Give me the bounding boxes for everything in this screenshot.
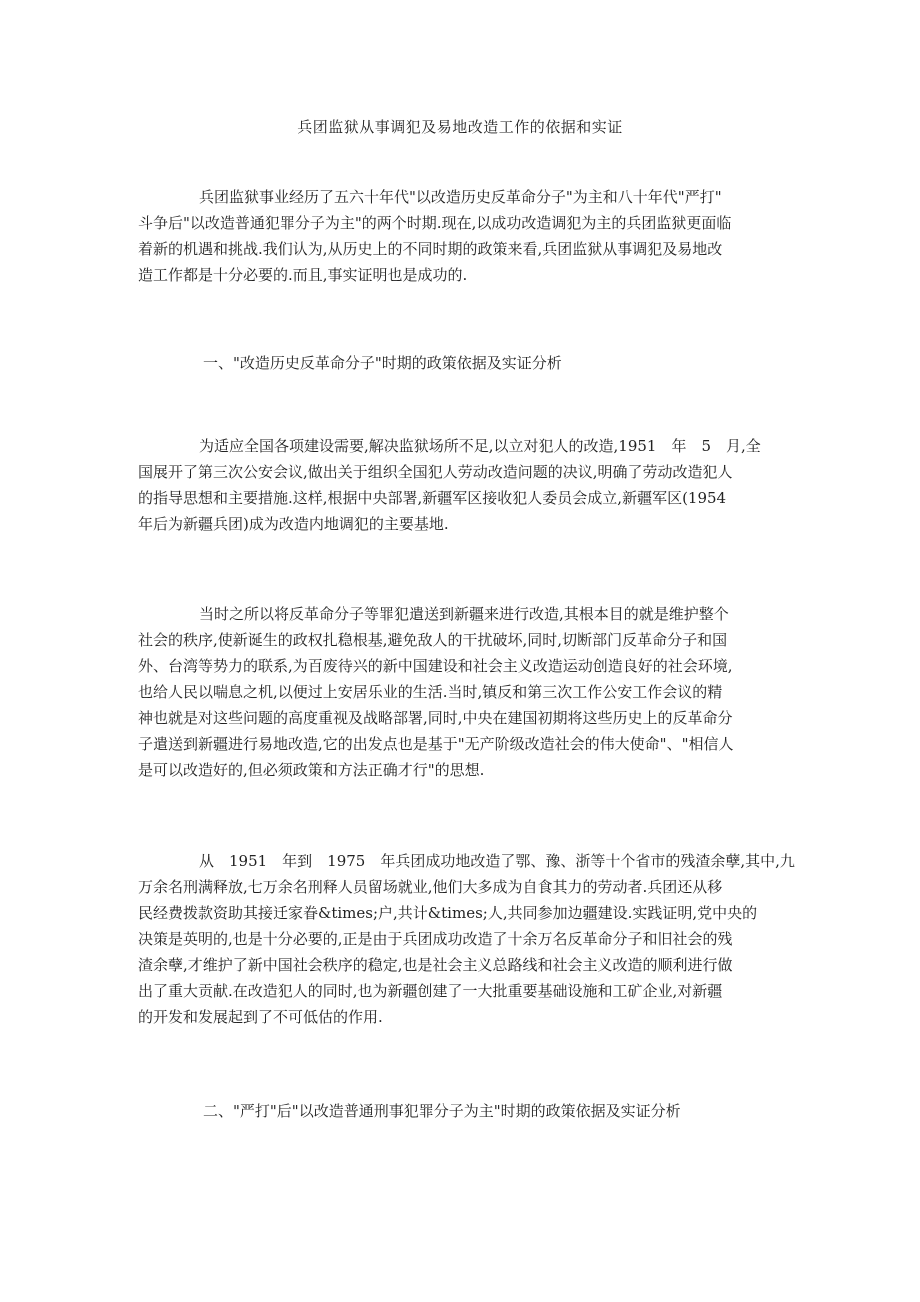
section-heading-1: 一、"改造历史反革命分子"时期的政策依据及实证分析 — [203, 354, 562, 372]
paragraph-line: 从 1951 年到 1975 年兵团成功地改造了鄂、豫、浙等十个省市的残渣余孽,其中,九 — [199, 852, 795, 870]
paragraph-line: 渣余孽,才维护了新中国社会秩序的稳定,也是社会主义总路线和社会主义改造的顺利进行做 — [138, 956, 733, 974]
paragraph-line: 年后为新疆兵团)成为改造内地调犯的主要基地. — [138, 515, 449, 533]
paragraph-line: 造工作都是十分必要的.而且,事实证明也是成功的. — [138, 266, 468, 284]
paragraph-line: 决策是英明的,也是十分必要的,正是由于兵团成功改造了十余万名反革命分子和旧社会的残 — [138, 930, 733, 948]
paragraph-line: 国展开了第三次公安会议,做出关于组织全国犯人劳动改造问题的决议,明确了劳动改造犯人 — [138, 463, 733, 481]
section1-paragraph-3 — [138, 848, 798, 1030]
paragraph-line: 民经费拨款资助其接迁家眷&times;户,共计&times;人,共同参加边疆建设.实践证明,党中央的 — [138, 904, 758, 922]
paragraph-line: 兵团监狱事业经历了五六十年代"以改造历史反革命分子"为主和八十年代"严打" — [199, 188, 722, 206]
paragraph-line: 万余名刑满释放,七万余名刑释人员留场就业,他们大多成为自食其力的劳动者.兵团还从移 — [138, 878, 723, 896]
section1-paragraph-1 — [138, 433, 798, 537]
paragraph-line: 神也就是对这些问题的高度重视及战略部署,同时,中央在建国初期将这些历史上的反革命分 — [138, 709, 733, 727]
intro-paragraph — [138, 184, 798, 288]
paragraph-line: 外、台湾等势力的联系,为百废待兴的新中国建设和社会主义改造运动创造良好的社会环境, — [138, 657, 733, 675]
paragraph-line: 社会的秩序,使新诞生的政权扎稳根基,避免敌人的干扰破坏,同时,切断部门反革命分子和国 — [138, 631, 728, 649]
paragraph-line: 为适应全国各项建设需要,解决监狱场所不足,以立对犯人的改造,1951 年 5 月,全 — [199, 437, 761, 455]
section-heading-2: 二、"严打"后"以改造普通刑事犯罪分子为主"时期的政策依据及实证分析 — [203, 1102, 681, 1120]
paragraph-line: 出了重大贡献.在改造犯人的同时,也为新疆创建了一大批重要基础设施和工矿企业,对新疆 — [138, 982, 723, 1000]
paragraph-line: 当时之所以将反革命分子等罪犯遣送到新疆来进行改造,其根本目的就是维护整个 — [199, 605, 729, 623]
paragraph-line: 子遣送到新疆进行易地改造,它的出发点也是基于"无产阶级改造社会的伟大使命"、"相信人 — [138, 735, 734, 753]
paragraph-line: 的指导思想和主要措施.这样,根据中央部署,新疆军区接收犯人委员会成立,新疆军区(1954 — [138, 489, 727, 507]
document-title: 兵团监狱从事调犯及易地改造工作的依据和实证 — [297, 118, 623, 136]
paragraph-line: 着新的机遇和挑战.我们认为,从历史上的不同时期的政策来看,兵团监狱从事调犯及易地改 — [138, 240, 723, 258]
paragraph-line: 的开发和发展起到了不可低估的作用. — [138, 1008, 383, 1026]
paragraph-line: 是可以改造好的,但必须政策和方法正确才行"的思想. — [138, 761, 485, 779]
paragraph-line: 也给人民以喘息之机,以便过上安居乐业的生活.当时,镇反和第三次工作公安工作会议的精 — [138, 683, 723, 701]
section1-paragraph-2 — [138, 601, 798, 783]
paragraph-line: 斗争后"以改造普通犯罪分子为主"的两个时期.现在,以成功改造调犯为主的兵团监狱更面临 — [138, 214, 732, 232]
